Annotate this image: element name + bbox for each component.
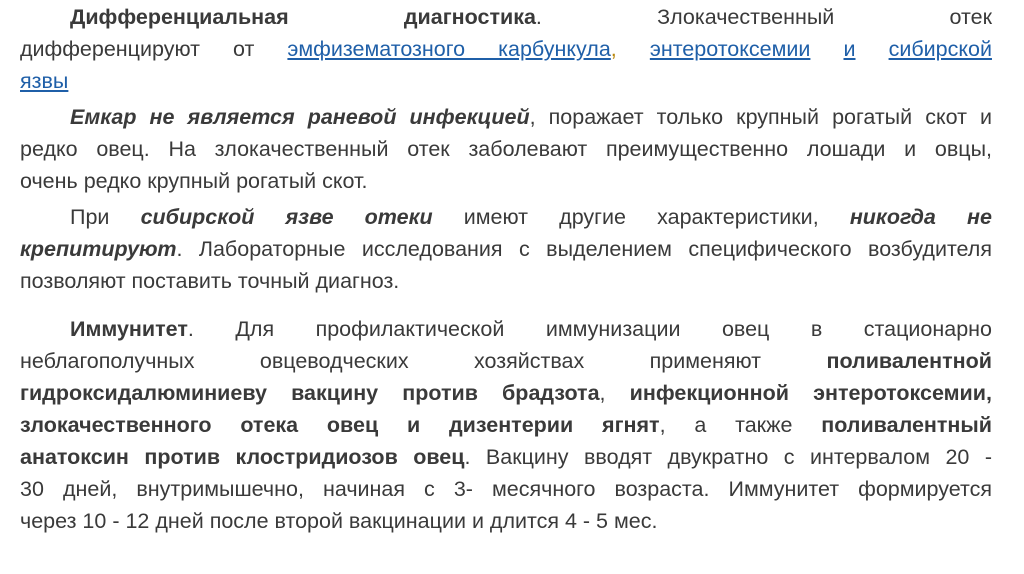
- line: редко овец. На злокачественный отек заболевают преимущественно лошади и овцы,: [20, 137, 992, 161]
- paragraph-anthrax: [20, 201, 992, 297]
- line: гидроксидалюминиеву вакцину против брадзота, инфекционной энтеротоксемии,: [20, 381, 992, 405]
- line: неблагополучных овцеводческих хозяйствах применяют поливалентной: [20, 349, 992, 373]
- line: дифференцируют от эмфизематозного карбункула, энтеротоксемии и сибирской: [20, 37, 992, 61]
- line: позволяют поставить точный диагноз.: [20, 269, 400, 293]
- paragraph-differential-diagnosis: [20, 1, 992, 97]
- line: очень редко крупный рогатый скот.: [20, 169, 368, 193]
- emphasis-emkar: Емкар не является раневой инфекцией: [70, 105, 530, 129]
- line: анатоксин против клостридиозов овец. Вакцину вводят двукратно с интервалом 20 -: [20, 445, 992, 469]
- line: через 10 - 12 дней после второй вакцинации и длится 4 - 5 мес.: [20, 509, 658, 533]
- link-emphysematous-carbuncle[interactable]: эмфизематозного карбункула: [287, 37, 611, 61]
- paragraph-emkar: [20, 101, 992, 197]
- line: При сибирской язве отеки имеют другие характеристики, никогда не: [70, 205, 992, 229]
- section-title-immunity: Иммунитет: [70, 317, 188, 341]
- paragraph-immunity: [20, 313, 992, 537]
- link-conjunction[interactable]: и: [843, 37, 856, 61]
- line: крепитируют. Лабораторные исследования с выделением специфического возбудителя: [20, 237, 992, 261]
- section-title-differential: Дифференциальная диагностика: [70, 5, 536, 29]
- line: Дифференциальная диагностика. Злокачественный отек: [70, 5, 992, 29]
- line: Иммунитет. Для профилактической иммунизации овец в стационарно: [70, 317, 992, 341]
- link-enterotoxemia[interactable]: энтеротоксемии: [649, 37, 811, 61]
- emphasis-anthrax-edema: сибирской язве отеки: [140, 205, 433, 229]
- emphasis-crepitate: крепитируют: [20, 237, 177, 261]
- line: [20, 65, 992, 97]
- line: 30 дней, внутримышечно, начиная с 3- месячного возраста. Иммунитет формируется: [20, 477, 992, 501]
- link-anthrax-part1[interactable]: сибирской: [888, 37, 992, 61]
- line: Емкар не является раневой инфекцией, поражает только крупный рогатый скот и: [70, 105, 993, 129]
- emphasis-never: никогда не: [849, 205, 992, 229]
- line: злокачественного отека овец и дизентерии ягнят, а также поливалентный: [20, 413, 992, 437]
- link-anthrax-part2[interactable]: язвы: [20, 69, 69, 93]
